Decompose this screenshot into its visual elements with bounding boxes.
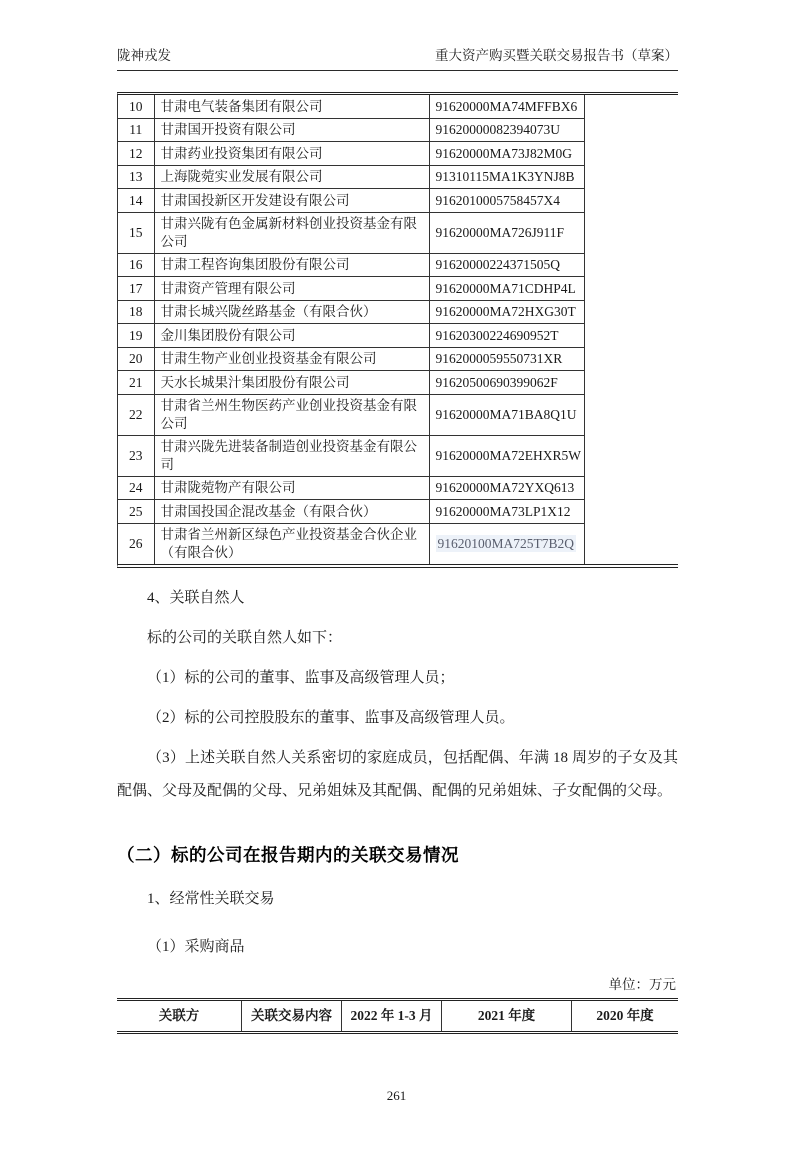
company-code-cell: 9162000059550731XR [429,347,584,371]
row-number-cell: 23 [118,435,154,476]
company-code-cell: 91620300224690952T [429,324,584,348]
company-table-grid [118,95,585,564]
company-name-cell: 甘肃长城兴陇丝路基金（有限合伙） [154,300,429,324]
table-row [118,165,584,189]
row-number-cell: 19 [118,324,154,348]
company-name-cell: 甘肃陇菀物产有限公司 [154,476,429,500]
row-number-cell: 18 [118,300,154,324]
company-code-cell: 91620000224371505Q [429,253,584,277]
company-code-cell: 91310115MA1K3YNJ8B [429,165,584,189]
row-number-cell: 16 [118,253,154,277]
column-header-related-party: 关联方 [158,1007,200,1023]
page-content [117,46,678,1034]
row-number-cell: 24 [118,476,154,500]
row-number-cell: 17 [118,277,154,301]
table-row [118,142,584,166]
table-row [118,394,584,435]
company-name-cell: 甘肃国开投资有限公司 [154,118,429,142]
paragraph-item-2: （2）标的公司控股股东的董事、监事及高级管理人员。 [147,709,515,726]
header-company-short-name: 陇神戎发 [117,48,171,63]
company-name-cell: 甘肃省兰州生物医药产业创业投资基金有限公司 [154,394,429,435]
company-name-cell: 甘肃生物产业创业投资基金有限公司 [154,347,429,371]
table-row [118,189,584,213]
table-row [118,300,584,324]
paragraph-intro: 标的公司的关联自然人如下： [147,629,343,646]
unit-label: 单位：万元 [608,976,676,992]
page-number: 261 [386,1088,407,1103]
company-code-cell: 91620000MA72EHXR5W [429,435,584,476]
table-row [118,277,584,301]
table-row [118,347,584,371]
table-row [118,476,584,500]
company-name-cell: 甘肃工程咨询集团股份有限公司 [154,253,429,277]
company-code-cell: 91620000MA72YXQ613 [429,476,584,500]
paragraph-item-3: （3）上述关联自然人关系密切的家庭成员，包括配偶、年满 18 周岁的子女及其配偶、父母及配偶的父母、兄弟姐妹及其配偶、配偶的兄弟姐妹、子女配偶的父母。 [117,749,678,799]
company-name-cell: 金川集团股份有限公司 [154,324,429,348]
table-row [118,523,584,564]
company-code-cell: 91620000MA74MFFBX6 [429,95,584,118]
table-row [118,212,584,253]
row-number-cell: 15 [118,212,154,253]
company-name-cell: 甘肃药业投资集团有限公司 [154,142,429,166]
row-number-cell: 13 [118,165,154,189]
company-code-cell: 91620000MA73J82M0G [429,142,584,166]
company-name-cell: 天水长城果汁集团股份有限公司 [154,371,429,395]
column-header-2020: 2020 年度 [571,1001,678,1031]
company-code-cell: 91620000MA726J911F [429,212,584,253]
company-code-cell: 91620000MA71BA8Q1U [429,394,584,435]
company-name-cell: 甘肃兴陇有色金属新材料创业投资基金有限公司 [154,212,429,253]
row-number-cell: 11 [118,118,154,142]
row-number-cell: 21 [118,371,154,395]
header-report-title: 重大资产购买暨关联交易报告书（草案） [435,48,678,63]
company-table-body [118,95,584,564]
subsection-heading-related-natural-persons: 4、关联自然人 [147,589,245,606]
table-row [118,371,584,395]
table-row [118,324,584,348]
row-number-cell: 20 [118,347,154,371]
related-party-table-header [117,998,678,1034]
row-number-cell: 26 [118,523,154,564]
company-table-empty-column [585,95,679,564]
company-name-cell: 甘肃资产管理有限公司 [154,277,429,301]
company-name-cell: 甘肃省兰州新区绿色产业投资基金合伙企业（有限合伙） [154,523,429,564]
company-code-cell: 91620000082394073U [429,118,584,142]
company-name-cell: 上海陇菀实业发展有限公司 [154,165,429,189]
row-number-cell: 12 [118,142,154,166]
document-page [0,46,793,1168]
company-table [117,92,678,568]
subsection-heading-purchase-goods: （1）采购商品 [147,938,245,955]
related-persons-section [117,582,678,808]
row-number-cell: 10 [118,95,154,118]
company-code-cell: 91620100MA725T7B2Q [429,523,584,564]
row-number-cell: 25 [118,500,154,524]
section-heading-related-transactions: （二）标的公司在报告期内的关联交易情况 [117,844,459,865]
company-code-cell: 9162010005758457X4 [429,189,584,213]
company-code-cell: 91620500690399062F [429,371,584,395]
company-name-cell: 甘肃国投国企混改基金（有限合伙） [154,500,429,524]
table-row [118,253,584,277]
company-name-cell: 甘肃电气装备集团有限公司 [154,95,429,118]
company-name-cell: 甘肃国投新区开发建设有限公司 [154,189,429,213]
column-header-2021: 2021 年度 [441,1001,571,1031]
table-row [118,500,584,524]
page-header [117,46,678,71]
row-number-cell: 22 [118,394,154,435]
company-code-cell: 91620000MA73LP1X12 [429,500,584,524]
column-header-transaction-content: 关联交易内容 [241,1001,341,1031]
table-row [118,435,584,476]
table-row [118,118,584,142]
company-code-cell: 91620000MA72HXG30T [429,300,584,324]
subsection-heading-recurring-transactions: 1、经常性关联交易 [147,890,275,907]
company-name-cell: 甘肃兴陇先进装备制造创业投资基金有限公司 [154,435,429,476]
paragraph-item-1: （1）标的公司的董事、监事及高级管理人员； [147,669,455,686]
column-header-2022-jan-mar: 2022 年 1-3 月 [341,1001,441,1031]
company-code-cell: 91620000MA71CDHP4L [429,277,584,301]
row-number-cell: 14 [118,189,154,213]
table-row [118,95,584,118]
